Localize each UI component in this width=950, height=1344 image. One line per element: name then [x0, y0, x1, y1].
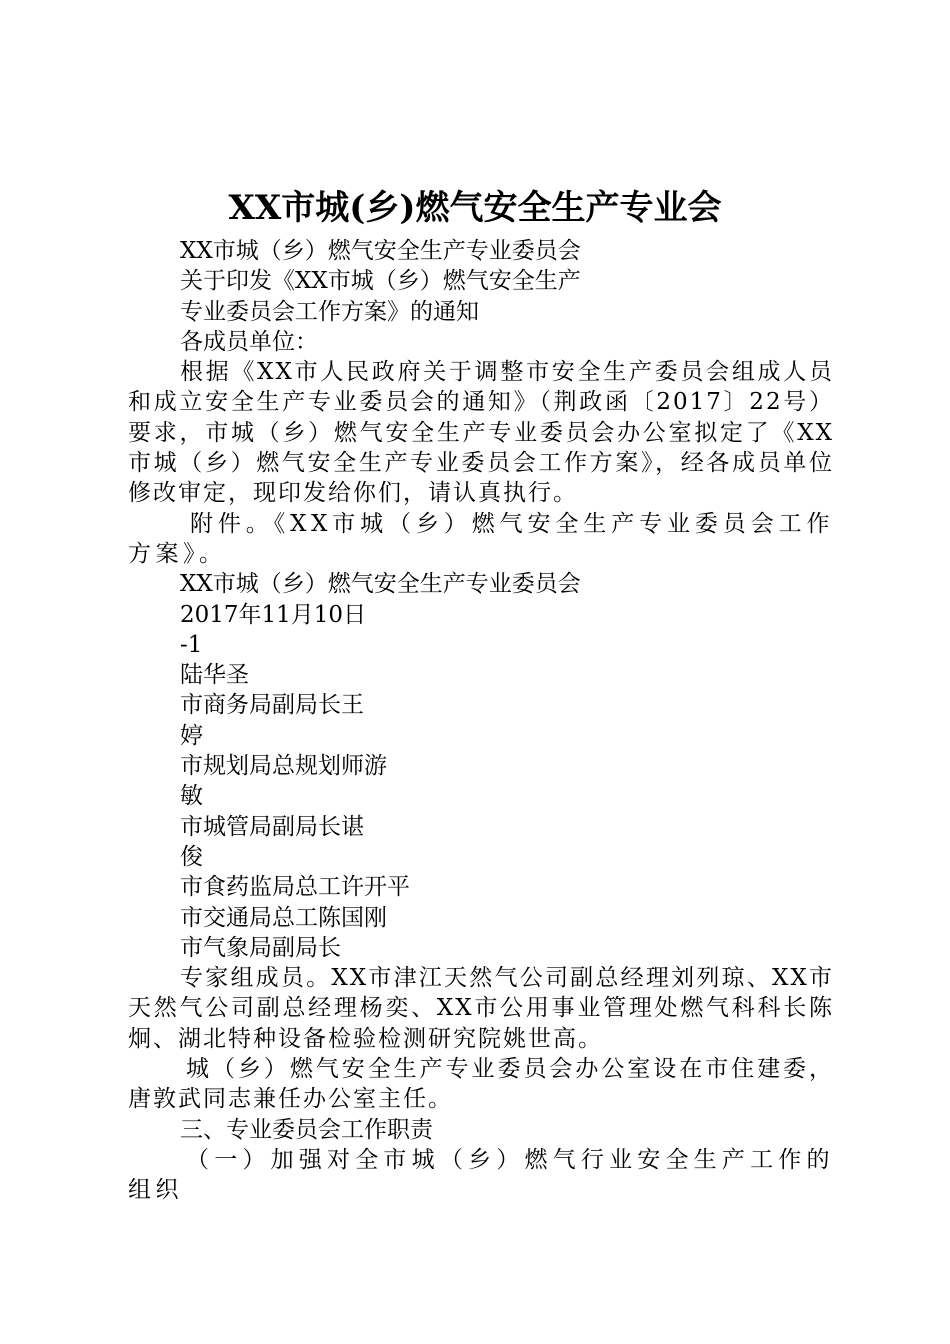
header-line-notice-1: 关于印发《XX市城（乡）燃气安全生产 — [180, 268, 581, 295]
header-line-notice-2: 专业委员会工作方案》的通知 — [180, 298, 479, 325]
signature-date: 2017年11月10日 — [180, 601, 367, 628]
member-line: 市城管局副局长谌 — [180, 813, 364, 840]
member-line: 市食药监局总工许开平 — [180, 874, 410, 901]
paragraph-experts: 专家组成员。XX市津江天然气公司副总经理刘列琼、XX市天然气公司副总经理杨奕、XX市公用事业管理处燃气科科长陈炯、湖北特种设备检验检测研究院姚世高。 — [128, 965, 834, 1052]
document-title: XX市城(乡)燃气安全生产专业会 — [228, 188, 722, 228]
member-line: 市规划局总规划师游 — [180, 753, 387, 780]
page-marker: -1 — [180, 631, 203, 658]
salutation: 各成员单位： — [180, 328, 318, 355]
member-line: 婷 — [180, 722, 203, 749]
header-line-committee: XX市城（乡）燃气安全生产专业委员会 — [180, 238, 581, 264]
paragraph-attachment: 附件。《XX市城（乡）燃气安全生产专业委员会工作方案》。 — [128, 510, 834, 567]
member-line: 俊 — [180, 843, 203, 870]
document-body — [128, 236, 834, 1206]
section-heading: 三、专业委员会工作职责 — [180, 1116, 433, 1143]
member-line: 市商务局副局长王 — [180, 692, 364, 719]
paragraph-duty-1: （一）加强对全市城（乡）燃气行业安全生产工作的组织 — [128, 1146, 834, 1204]
member-line: 市气象局副局长 — [180, 934, 341, 961]
paragraph-body: 根据《XX市人民政府关于调整市安全生产委员会组成人员和成立安全生产专业委员会的通知》（荆政函〔2017〕22号）要求，市城（乡）燃气安全生产专业委员会办公室拟定了《XX市城（乡）燃气安全生产专业委员会工作方案》，经各成员单位修改审定，现印发给你们，请认真执行。 — [128, 359, 834, 507]
member-line: 敏 — [180, 783, 203, 810]
member-line: 陆华圣 — [180, 662, 249, 689]
signature-org: XX市城（乡）燃气安全生产专业委员会 — [180, 571, 581, 598]
member-line: 市交通局总工陈国刚 — [180, 904, 387, 931]
paragraph-office: 城（乡）燃气安全生产专业委员会办公室设在市住建委，唐敦武同志兼任办公室主任。 — [128, 1056, 834, 1113]
